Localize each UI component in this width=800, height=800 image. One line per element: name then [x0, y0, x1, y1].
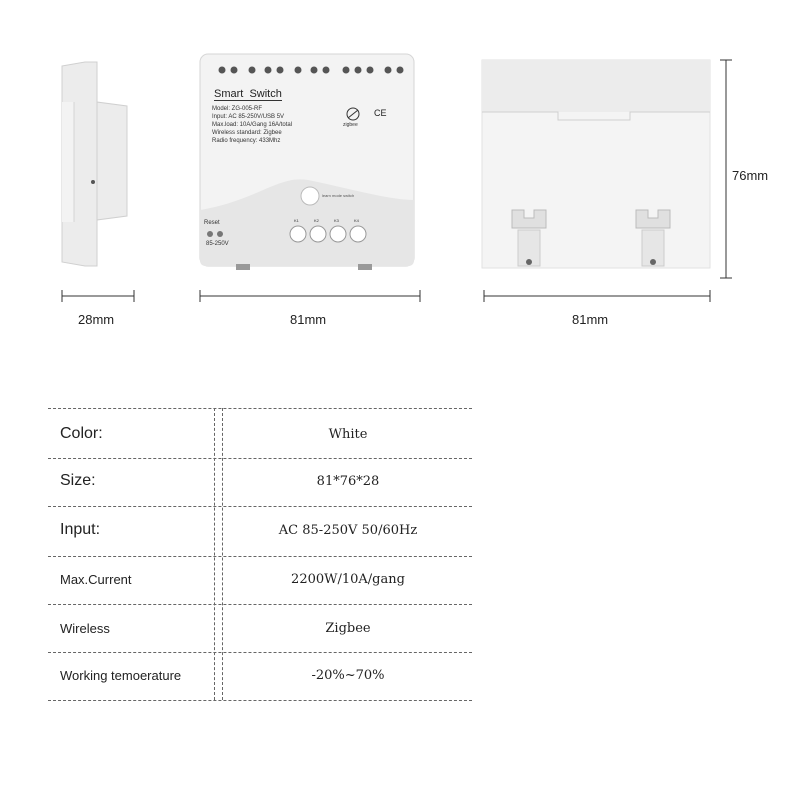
- spec-label-color: Color:: [60, 425, 103, 442]
- depth-dimension-label: 28mm: [78, 312, 115, 327]
- height-dimension-label: 76mm: [732, 168, 769, 183]
- voltage-label: 85-250V: [206, 241, 229, 247]
- spec-value-max-current: 2200W/10A/gang: [291, 572, 405, 587]
- spec-label-input: Input:: [60, 521, 101, 538]
- spec-label-size: Size:: [60, 472, 96, 489]
- device-title: Smart Switch: [214, 88, 282, 100]
- device-wireless: Wireless standard: Zigbee: [212, 130, 282, 136]
- pairing-label: learn mode switch: [322, 193, 355, 198]
- device-input: Input: AC 85-250V/USB 5V: [212, 114, 285, 120]
- dimension-lines: [0, 0, 800, 340]
- spec-label-wireless: Wireless: [60, 621, 110, 636]
- button-label-k3: K3: [334, 218, 339, 223]
- device-max-load: Max.load: 10A/Gang 16A/total: [212, 122, 293, 128]
- reset-label: Reset: [204, 220, 220, 226]
- button-label-k2: K2: [314, 218, 319, 223]
- back-width-dimension-label: 81mm: [572, 312, 609, 327]
- zigbee-logo-text: zigbee: [343, 122, 358, 128]
- spec-value-color: White: [328, 427, 368, 442]
- device-radio: Radio frequency: 433Mhz: [212, 138, 281, 144]
- spec-value-input: AC 85-250V 50/60Hz: [278, 523, 418, 538]
- spec-table: [48, 408, 472, 700]
- button-label-k1: K1: [294, 218, 299, 223]
- spec-value-working-temperature: -20%~70%: [311, 668, 385, 683]
- button-label-k4: K4: [354, 218, 359, 223]
- spec-value-wireless: Zigbee: [325, 621, 371, 636]
- ce-mark: CE: [374, 108, 387, 118]
- spec-label-max-current: Max.Current: [60, 572, 132, 587]
- device-model: Model: ZG-005-RF: [212, 106, 263, 112]
- front-width-dimension-label: 81mm: [290, 312, 327, 327]
- spec-value-size: 81*76*28: [316, 474, 380, 489]
- spec-label-working-temperature: Working temoerature: [60, 668, 182, 683]
